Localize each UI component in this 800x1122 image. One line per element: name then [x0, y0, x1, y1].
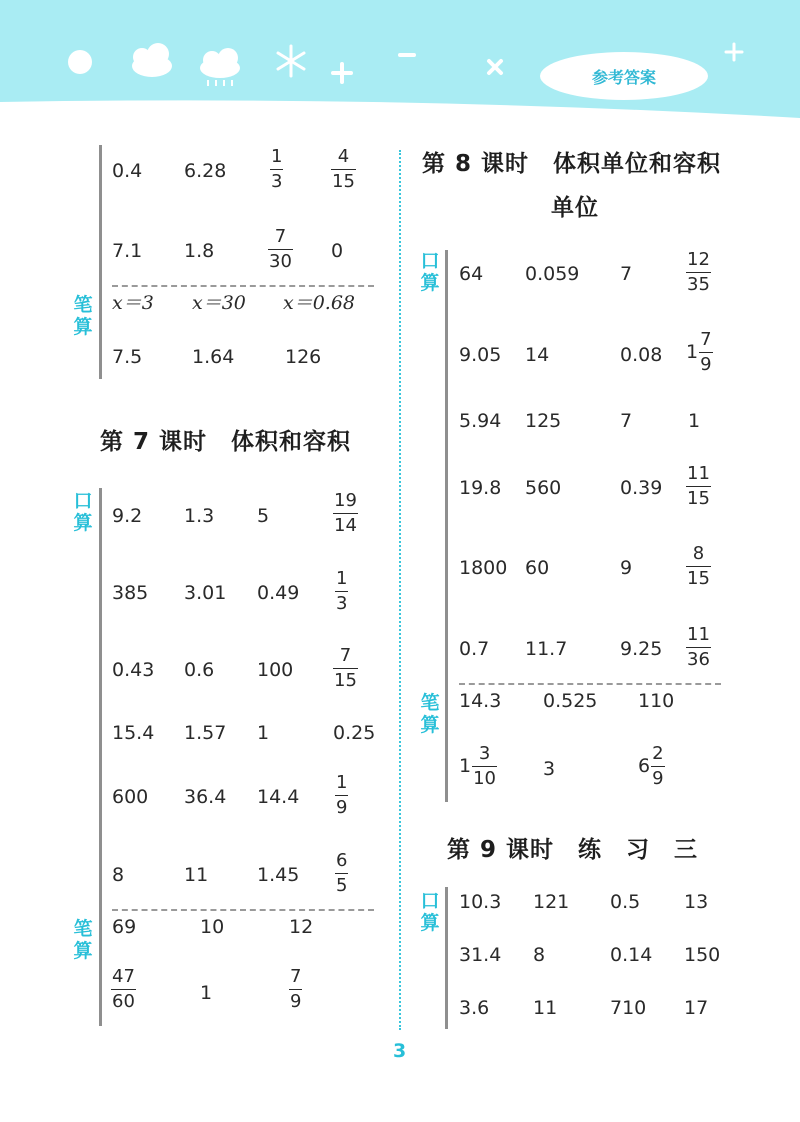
- dashed-separator: [459, 683, 721, 685]
- lesson-8-title-cont: 单位: [551, 195, 599, 221]
- answer-cell: 710: [610, 997, 647, 1019]
- answer-cell: 110: [638, 690, 675, 712]
- answer-cell: 560: [525, 477, 562, 499]
- dashed-separator: [112, 285, 374, 287]
- answer-cell: 3.6: [459, 997, 490, 1019]
- answer-cell: 9.05: [459, 344, 502, 366]
- answer-cell: 3: [543, 758, 556, 780]
- fraction: 19 14: [334, 490, 357, 536]
- mixed-number: 1 $\frac{3}{10}$: [459, 743, 496, 789]
- answer-cell: 14: [525, 344, 550, 366]
- answer-cell: 8: [112, 864, 125, 886]
- answer-cell: 0.4: [112, 160, 143, 182]
- oral-tag: 口算: [73, 490, 93, 534]
- answer-cell: 1.45: [257, 864, 300, 886]
- answer-cell: 15.4: [112, 722, 155, 744]
- answer-cell: 13: [684, 891, 709, 913]
- answer-cell: 0.059: [525, 263, 580, 285]
- answer-cell: 9.2: [112, 505, 143, 527]
- answer-cell: 6.28: [184, 160, 227, 182]
- sun-icon: [68, 50, 92, 74]
- answer-cell: 121: [533, 891, 570, 913]
- answer-cell: 1.8: [184, 240, 215, 262]
- answer-cell: 0.08: [620, 344, 663, 366]
- oral-tag: 口算: [420, 250, 440, 294]
- fraction: 4 15: [332, 146, 355, 192]
- answer-cell: 7: [620, 410, 633, 432]
- answer-cell: 9.25: [620, 638, 663, 660]
- mixed-number: 6 $\frac{2}{9}$: [638, 743, 664, 789]
- answer-cell: 1: [688, 410, 701, 432]
- oral-tag: 口算: [420, 890, 440, 934]
- fraction: 11 36: [687, 624, 710, 670]
- answer-cell: 1: [257, 722, 270, 744]
- answer-cell: 1.3: [184, 505, 215, 527]
- fraction: 12 35: [687, 249, 710, 295]
- answer-cell: 14.4: [257, 786, 300, 808]
- answer-cell: 125: [525, 410, 562, 432]
- answer-badge: [540, 52, 708, 100]
- answer-cell: 0.25: [333, 722, 376, 744]
- dashed-separator: [112, 909, 374, 911]
- answer-cell: 19.8: [459, 477, 502, 499]
- fraction: 11 15: [687, 463, 710, 509]
- fraction: 8 15: [687, 543, 710, 589]
- fraction: 6 5: [336, 850, 348, 896]
- fraction: 1 3: [271, 146, 283, 192]
- page-number: 3: [393, 1040, 407, 1062]
- answer-cell: 11: [533, 997, 558, 1019]
- written-tag: 笔算: [420, 692, 440, 736]
- section-bar: [99, 145, 102, 379]
- answer-cell: 11.7: [525, 638, 568, 660]
- answer-cell: 64: [459, 263, 484, 285]
- answer-cell: 150: [684, 944, 721, 966]
- answer-cell: 100: [257, 659, 294, 681]
- answer-cell: 10: [200, 916, 225, 938]
- equation-answer: x＝3: [112, 292, 154, 314]
- written-tag: 笔算: [73, 294, 93, 338]
- answer-cell: 12: [289, 916, 314, 938]
- lesson-9-title: 第 9 课时 练 习 三: [447, 837, 699, 863]
- fraction: 7 30: [269, 226, 292, 272]
- answer-cell: 1.64: [192, 346, 235, 368]
- answer-cell: 0.5: [610, 891, 641, 913]
- answer-cell: 1800: [459, 557, 508, 579]
- answer-cell: 36.4: [184, 786, 227, 808]
- fraction: 7 15: [334, 645, 357, 691]
- answer-cell: 7.5: [112, 346, 143, 368]
- fraction: 47 60: [112, 966, 135, 1012]
- answer-cell: 60: [525, 557, 550, 579]
- column-divider: [399, 150, 401, 1030]
- answer-cell: 7.1: [112, 240, 143, 262]
- answer-cell: 8: [533, 944, 546, 966]
- answer-cell: 0.14: [610, 944, 653, 966]
- written-tag: 笔算: [73, 918, 93, 962]
- answer-cell: 3.01: [184, 582, 227, 604]
- section-bar: [445, 250, 448, 802]
- section-bar: [445, 887, 448, 1029]
- fraction: 1 9: [336, 772, 348, 818]
- answer-cell: 0.6: [184, 659, 215, 681]
- answer-cell: 9: [620, 557, 633, 579]
- fraction: 7 9: [290, 966, 302, 1012]
- answer-cell: 1.57: [184, 722, 227, 744]
- answer-cell: 5.94: [459, 410, 502, 432]
- answer-cell: 11: [184, 864, 209, 886]
- answer-cell: 0.525: [543, 690, 598, 712]
- answer-cell: 17: [684, 997, 709, 1019]
- mixed-number: 1 $\frac{7}{9}$: [686, 329, 712, 375]
- section-bar: [99, 488, 102, 1026]
- answer-cell: 10.3: [459, 891, 502, 913]
- answer-cell: 1: [200, 982, 213, 1004]
- answer-cell: 0.39: [620, 477, 663, 499]
- lesson-8-title: 第 8 课时 体积单位和容积: [422, 151, 722, 177]
- answer-cell: 0.49: [257, 582, 300, 604]
- answer-cell: 126: [285, 346, 322, 368]
- equation-answer: x＝0.68: [283, 292, 356, 314]
- answer-cell: 0.43: [112, 659, 155, 681]
- answer-cell: 5: [257, 505, 270, 527]
- equation-answer: x＝30: [192, 292, 246, 314]
- fraction: 1 3: [336, 568, 348, 614]
- lesson-7-title: 第 7 课时 体积和容积: [100, 429, 352, 455]
- answer-cell: 385: [112, 582, 149, 604]
- answer-cell: 69: [112, 916, 137, 938]
- answer-cell: 7: [620, 263, 633, 285]
- answer-cell: 600: [112, 786, 149, 808]
- answer-label: 参考答案: [591, 67, 656, 87]
- answer-cell: 0.7: [459, 638, 490, 660]
- answer-cell: 0: [331, 240, 344, 262]
- answer-cell: 31.4: [459, 944, 502, 966]
- answer-cell: 14.3: [459, 690, 502, 712]
